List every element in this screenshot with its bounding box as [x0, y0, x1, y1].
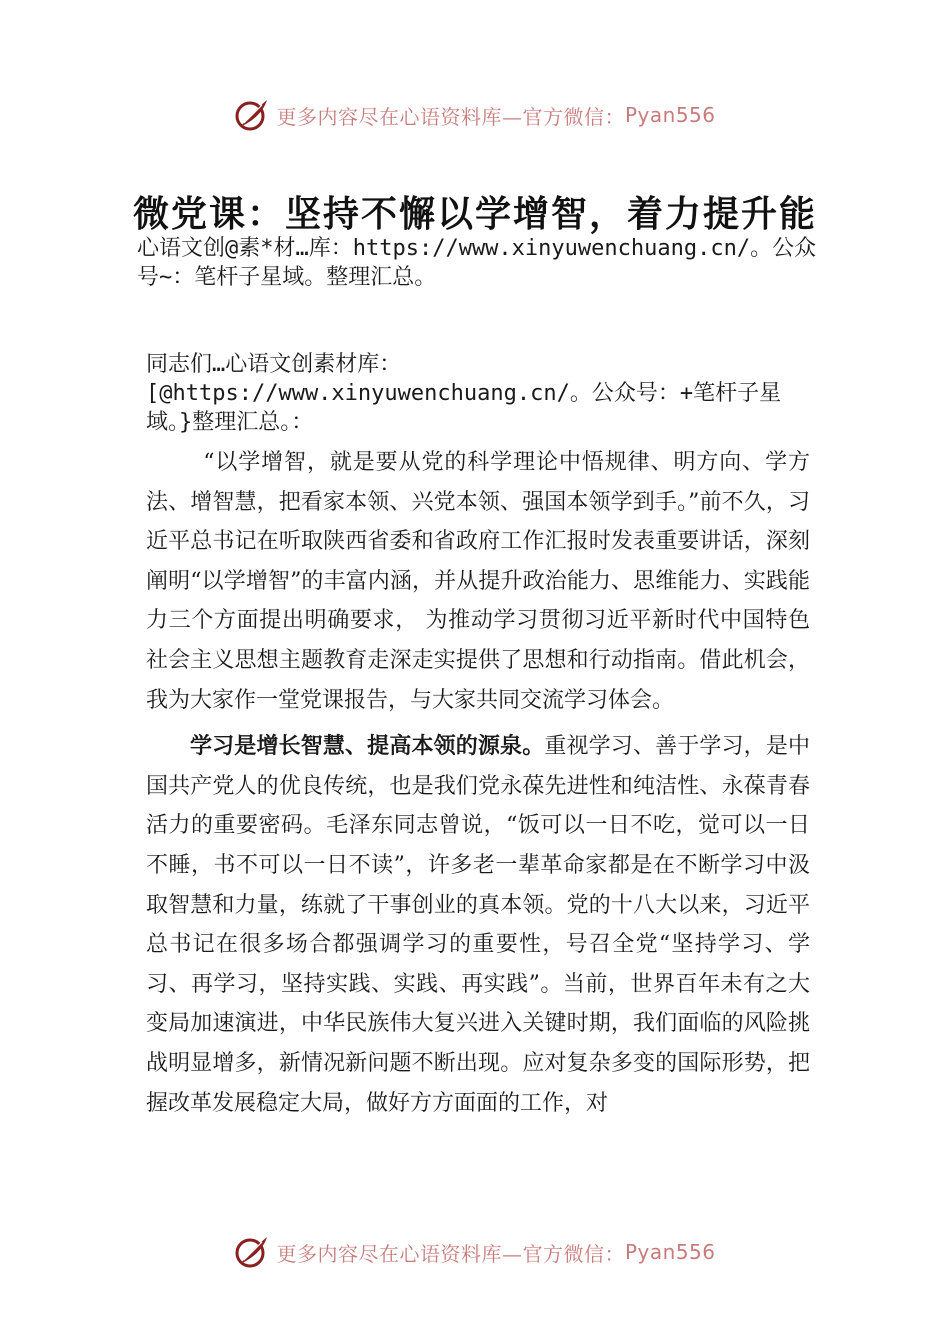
banner-wechat-id: Pyan556 — [624, 1240, 716, 1264]
banner-text: 更多内容尽在心语资料库—官方微信： — [276, 104, 625, 129]
banner-text: 更多内容尽在心语资料库—官方微信： — [276, 1241, 625, 1266]
banner-wechat-id: Pyan556 — [624, 103, 716, 127]
quill-pen-logo-icon — [234, 1234, 270, 1270]
document-title: 微党课：坚持不懈以学增智，着力提升能 — [132, 193, 817, 235]
paragraph-2 — [146, 727, 810, 1123]
document-body — [146, 350, 810, 1123]
footer-banner — [0, 1232, 950, 1272]
header-banner — [0, 95, 950, 135]
intro-line: 同志们…心语文创素材库：[@https://www.xinyuwenchuang.cn/。公众号：+笔杆子星域。}整理汇总。： — [146, 352, 782, 435]
paragraph-2-body: 重视学习、善于学习，是中国共产党人的优良传统，也是我们党永葆先进性和纯洁性、永葆青春活力的重要密码。毛泽东同志曾说，“饭可以一日不吃，觉可以一日不睡，书不可以一日不读”，许多老一辈革命家都是在不断学习中汲取智慧和力量，练就了干事创业的真本领。党的十八大以来，习近平总书记在很多场合都强调学习的重要性，号召全党“坚持学习、学习、再学习，坚持实践、实践、再实践”。当前，世界百年未有之大变局加速演进，中华民族伟大复兴进入关键时期，我们面临的风险挑战明显增多，新情况新问题不断出现。应对复杂多变的国际形势，把握改革发展稳定大局，做好方方面面的工作，对 — [146, 734, 810, 1116]
paragraph-1: “以学增智，就是要从党的科学理论中悟规律、明方向、学方法、增智慧，把看家本领、兴党本领、强国本领学到手。”前不久，习近平总书记在听取陕西省委和省政府工作汇报时发表重要讲话，深刻阐明“以学增智”的丰富内涵，并从提升政治能力、思维能力、实践能力三个方面提出明确要求， 为推动学习贯彻习近平新时代中国特色社会主义思想主题教育走深走实提供了思想和行动指南。借此机会，我为大家作一堂党课报告，与大家共同交流学习体会。 — [146, 450, 810, 713]
quill-pen-logo-icon — [234, 97, 270, 133]
source-line: 心语文创@素*材…库：https://www.xinyuwenchuang.cn/。公众号~：笔杆子星域。整理汇总。 — [137, 236, 817, 290]
paragraph-2-lead: 学习是增长智慧、提高本领的源泉。 — [190, 734, 545, 760]
